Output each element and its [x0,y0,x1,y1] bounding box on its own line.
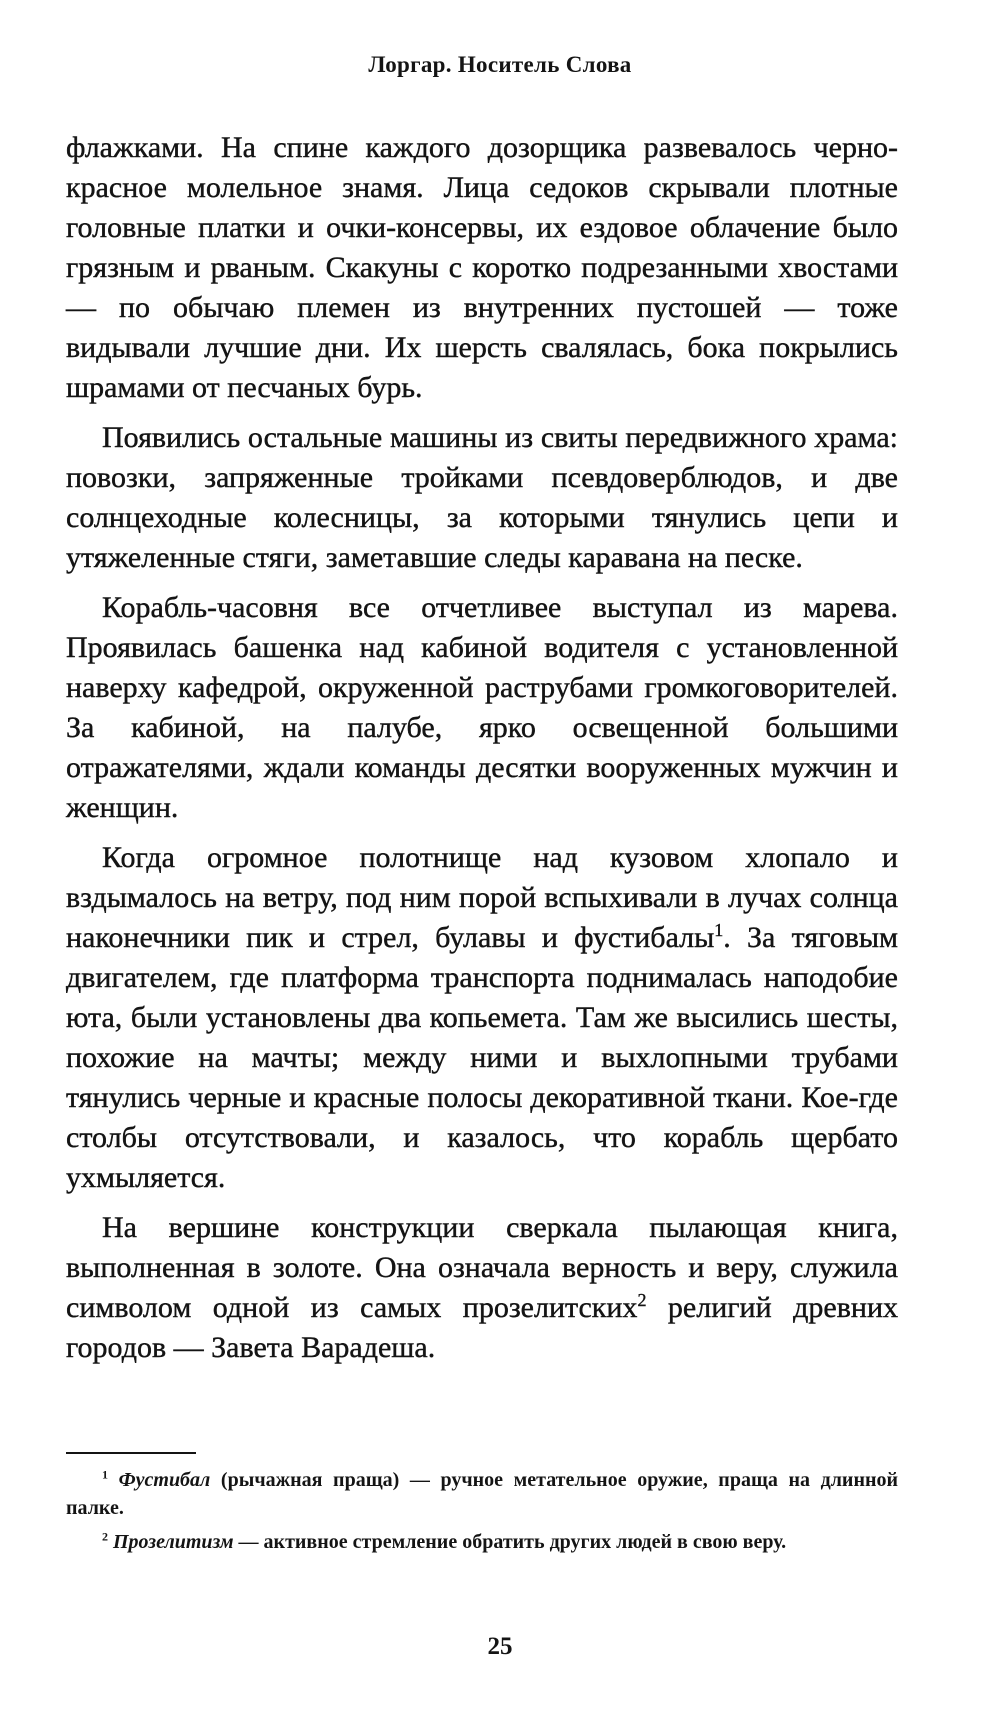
footnote-reference-2[interactable]: 2 [637,1290,647,1310]
footnote-mark: 2 [102,1529,108,1544]
page-number: 25 [487,1633,513,1660]
footnote-separator [66,1452,196,1454]
paragraph-1: флажками. На спине каждого дозорщика развевалось черно-красное молельное знамя. Лица седоков скрывали плотные головные платки и очки-консервы, их ездовое облачение было грязным и рваным. Скакуны с коротко подрезанными хвостами — по обычаю племен из внутренних пустошей — тоже видывали лучшие дни. Их шерсть свалялась, бока покрылись шрамами от песчаных бурь. [66,131,898,404]
footnote-term: Прозелитизм [113,1531,234,1553]
paragraph-4 [66,838,898,1198]
footnote-text: (рычажная праща) — ручное метательное оружие, праща на длинной палке. [66,1469,899,1519]
paragraph-5-text-after: религий древних городов — Завета Варадеша. [66,1291,898,1364]
paragraph-5-text-before: На вершине конструкции сверкала пылающая книга, выполненная в золоте. Она означала верность и веру, служила символом одной из самых прозелитских [66,1211,898,1324]
footnote-text: — активное стремление обратить других людей в свою веру. [233,1531,787,1553]
footnote-2 [66,1528,898,1556]
running-head: Лоргар. Носитель Слова [368,52,632,77]
footnote-mark: 1 [102,1467,108,1482]
footnote-term: Фустибал [118,1469,211,1491]
footnotes [66,1466,898,1562]
paragraph-4-text-after: . За тяговым двигателем, где платформа транспорта поднималась наподобие юта, были установлены два копьемета. Там же высились шесты, похожие на мачты; между ними и выхлопными трубами тянулись черные и красные полосы декоративной ткани. Кое-где столбы отсутствовали, и казалось, что корабль щербато ухмыляется. [66,921,898,1194]
paragraph-3: Корабль-часовня все отчетливее выступал из марева. Проявилась башенка над кабиной водителя с установленной наверху кафедрой, окруженной раструбами громкоговорителей. За кабиной, на палубе, ярко освещенной большими отражателями, ждали команды десятки вооруженных мужчин и женщин. [66,591,898,824]
footnote-reference-1[interactable]: 1 [714,920,724,940]
paragraph-5 [66,1208,898,1368]
body-text [66,128,898,1378]
paragraph-2: Появились остальные машины из свиты передвижного храма: повозки, запряженные тройками псевдоверблюдов, и две солнцеходные колесницы, за которыми тянулись цепи и утяжеленные стяги, заметавшие следы каравана на песке. [66,421,898,574]
footnote-1 [66,1466,898,1522]
paragraph-4-text-before: Когда огромное полотнище над кузовом хлопало и вздымалось на ветру, под ним порой вспыхивали в лучах солнца наконечники пик и стрел, булавы и фустибалы [66,841,898,954]
